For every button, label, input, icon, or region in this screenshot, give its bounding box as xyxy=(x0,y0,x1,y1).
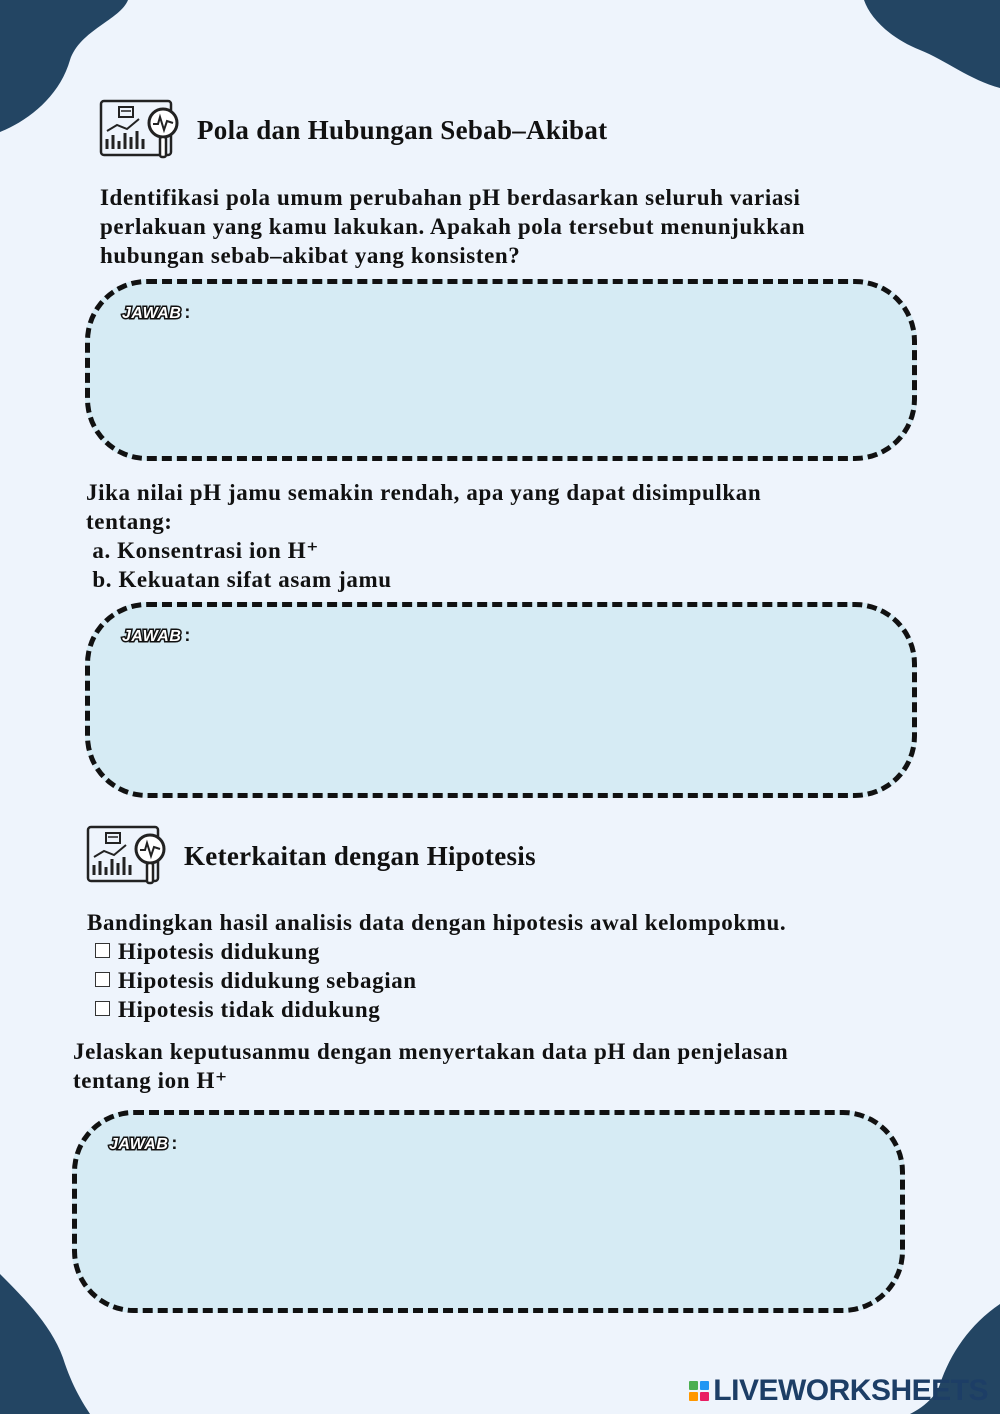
section-title: Keterkaitan dengan Hipotesis xyxy=(184,840,536,871)
question-line: a. Konsentrasi ion H⁺ xyxy=(86,538,320,563)
answer-label: JAWAB : xyxy=(122,302,191,322)
data-analysis-icon xyxy=(86,823,172,889)
answer-label: JAWAB : xyxy=(109,1133,178,1153)
data-analysis-icon xyxy=(99,97,185,163)
question-line: Identifikasi pola umum perubahan pH berdasarkan seluruh variasi xyxy=(100,185,801,210)
question-line: hubungan sebab–akibat yang konsisten? xyxy=(100,243,521,268)
question-line: perlakuan yang kamu lakukan. Apakah pola tersebut menunjukkan xyxy=(100,214,806,239)
option-hipotesis-didukung[interactable]: Hipotesis didukung xyxy=(87,937,786,966)
checkbox-icon[interactable] xyxy=(95,972,110,987)
section-title: Pola dan Hubungan Sebab–Akibat xyxy=(197,114,608,145)
corner-blob-bottom-left xyxy=(0,1274,95,1414)
answer-box-3[interactable] xyxy=(72,1110,905,1313)
question-text xyxy=(100,183,805,270)
answer-box-1[interactable] xyxy=(85,279,917,461)
question-line: Bandingkan hasil analisis data dengan hipotesis awal kelompokmu. xyxy=(87,910,787,935)
question-line: tentang: xyxy=(86,509,173,534)
question-text xyxy=(73,1037,788,1095)
brand-text: LIVEWORKSHEETS xyxy=(713,1374,988,1407)
liveworksheets-icon xyxy=(689,1381,709,1401)
option-hipotesis-tidak-didukung[interactable]: Hipotesis tidak didukung xyxy=(87,995,786,1024)
option-hipotesis-didukung-sebagian[interactable]: Hipotesis didukung sebagian xyxy=(87,966,786,995)
question-line: Jika nilai pH jamu semakin rendah, apa yang dapat disimpulkan xyxy=(86,480,762,505)
checkbox-icon[interactable] xyxy=(95,1001,110,1016)
liveworksheets-logo xyxy=(689,1374,988,1408)
section-heading-pola xyxy=(99,97,607,163)
corner-blob-top-right xyxy=(850,0,1000,90)
answer-box-2[interactable] xyxy=(85,602,917,798)
question-line: Jelaskan keputusanmu dengan menyertakan data pH dan penjelasan xyxy=(73,1039,789,1064)
question-line: b. Kekuatan sifat asam jamu xyxy=(86,567,392,592)
question-text xyxy=(87,908,786,1024)
answer-label: JAWAB : xyxy=(122,625,191,645)
checkbox-icon[interactable] xyxy=(95,943,110,958)
question-line: tentang ion H⁺ xyxy=(73,1068,228,1093)
question-text xyxy=(86,478,761,594)
section-heading-hipotesis xyxy=(86,823,536,889)
